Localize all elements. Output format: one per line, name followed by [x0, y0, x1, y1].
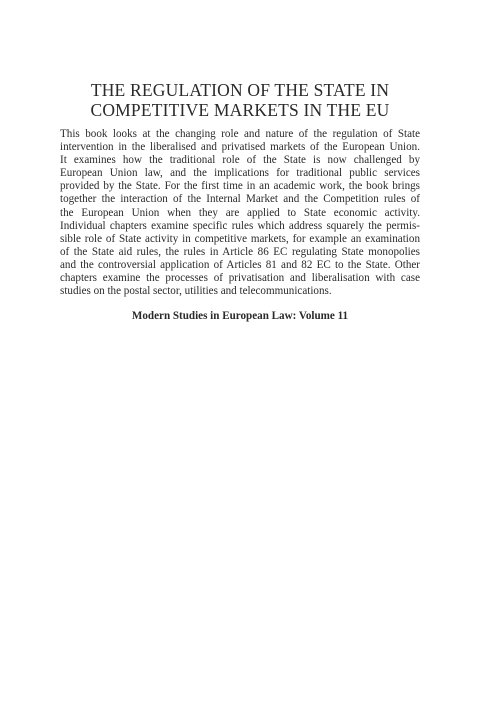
description-line: It examines how the traditional role of the State is now challenged by	[60, 154, 420, 167]
description-line: and the controversial application of Articles 81 and 82 EC to the State. Other	[60, 258, 420, 271]
description-line: together the interaction of the Internal Market and the Competition rules of	[60, 193, 420, 206]
description-line: intervention in the liberalised and privatised markets of the European Union.	[60, 141, 420, 154]
book-title	[60, 80, 420, 120]
book-title-line-2: COMPETITIVE MARKETS IN THE EU	[90, 100, 390, 120]
book-description	[60, 128, 420, 298]
series-volume-label: Modern Studies in European Law: Volume 11	[131, 310, 349, 322]
description-line: provided by the State. For the first time in an academic work, the book brings	[60, 180, 420, 193]
description-line: Individual chapters examine specific rules which address squarely the permis-	[60, 219, 420, 232]
description-line: the European Union when they are applied to State economic activity.	[60, 206, 420, 219]
description-line: chapters examine the processes of privatisation and liberalisation with case	[60, 272, 420, 285]
book-title-line-1: THE REGULATION OF THE STATE IN	[90, 80, 390, 100]
description-line: European Union law, and the implications for traditional public services	[60, 167, 420, 180]
description-line: This book looks at the changing role and nature of the regulation of State	[60, 128, 420, 140]
description-line: studies on the postal sector, utilities and telecommunications.	[60, 285, 332, 298]
description-line: sible role of State activity in competitive markets, for example an examination	[60, 232, 420, 245]
description-line: of the State aid rules, the rules in Article 86 EC regulating State monopolies	[60, 245, 420, 258]
